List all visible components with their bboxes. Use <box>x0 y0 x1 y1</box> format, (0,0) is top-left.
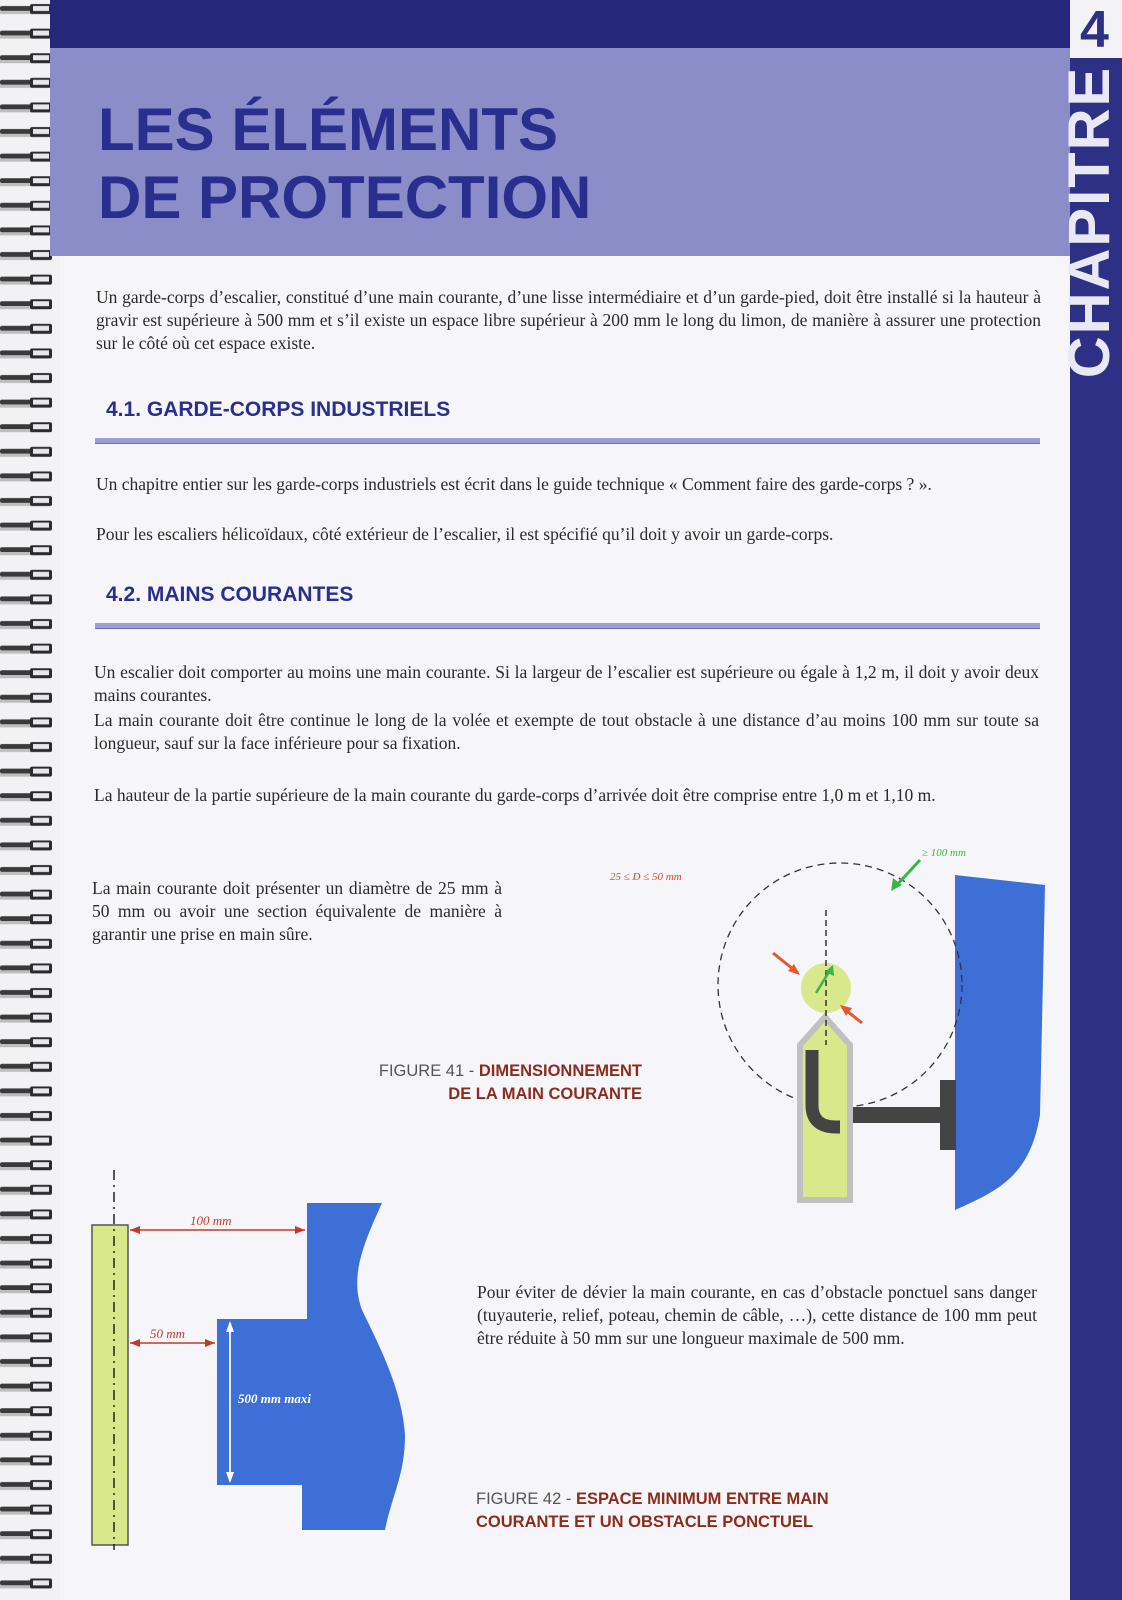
figure-42-label: FIGURE 42 - <box>476 1490 576 1508</box>
section-heading-4-1: 4.1. GARDE-CORPS INDUSTRIELS <box>106 398 451 421</box>
dim-50-arrowhead-left <box>130 1339 140 1347</box>
section-rule <box>95 438 1040 444</box>
figure-41-diagram <box>600 845 1060 1225</box>
dim-500-label: 500 mm maxi <box>238 1391 311 1406</box>
figure-42-title-1: ESPACE MINIMUM ENTRE MAIN <box>575 1490 829 1508</box>
section-heading-4-2: 4.2. MAINS COURANTES <box>106 583 354 606</box>
obstacle <box>217 1203 405 1530</box>
dim-50-label: 50 mm <box>150 1326 186 1341</box>
figure-41-caption <box>362 1060 642 1106</box>
chapter-number-box <box>1070 0 1122 58</box>
header-bar <box>50 0 1070 48</box>
dim-diameter-label: 25 ≤ D ≤ 50 mm <box>610 871 682 883</box>
wall <box>955 875 1045 1210</box>
dim-50-arrowhead-right <box>205 1339 215 1347</box>
section1-paragraph-2: Pour les escaliers hélicoïdaux, côté extérieur de l’escalier, il est spécifié qu’il doit y avoir un garde-corps. <box>96 524 834 544</box>
page-title <box>98 96 591 232</box>
handrail-bar <box>92 1225 128 1545</box>
section2-paragraph-4: La main courante doit présenter un diamètre de 25 mm à 50 mm ou avoir une section équivalente de manière à garantir une prise en main sûre. <box>92 878 502 944</box>
figure-42-diagram <box>80 1165 420 1555</box>
section2-paragraph-2: La main courante doit être continue le long de la volée et exempte de tout obstacle à une distance d’au moins 100 mm sur toute sa longueur, sauf sur la face inférieure pour sa fixation. <box>94 710 1039 753</box>
chapter-number: 4 <box>1080 1 1109 59</box>
dim-100-label: 100 mm <box>190 1213 232 1228</box>
dim-100-arrowhead-right <box>295 1226 305 1234</box>
section2-paragraph-1: Un escalier doit comporter au moins une main courante. Si la largeur de l’escalier est supérieure ou égale à 1,2 m, il doit y avoir deux mains courantes. <box>94 662 1039 705</box>
section1-paragraph-1: Un chapitre entier sur les garde-corps industriels est écrit dans le guide technique « Comment faire des garde-corps ? ». <box>96 474 932 494</box>
section-rule <box>95 623 1040 629</box>
section2-paragraph-3: La hauteur de la partie supérieure de la main courante du garde-corps d’arrivée doit être comprise entre 1,0 m et 1,10 m. <box>94 785 936 805</box>
figure-42-title-2: COURANTE ET UN OBSTACLE PONCTUEL <box>476 1513 814 1531</box>
intro-paragraph: Un garde-corps d’escalier, constitué d’une main courante, d’une lisse intermédiaire et d’un garde-pied, doit être installé si la hauteur à gravir est supérieure à 500 mm et s’il existe un espace libre supérieur à 200 mm le long du limon, de manière à assurer une protection sur le côté où cet espace existe. <box>96 287 1041 353</box>
title-line-1: LES ÉLÉMENTS <box>98 96 559 163</box>
chapter-label: CHAPITRE <box>1057 65 1122 379</box>
section2-paragraph-5: Pour éviter de dévier la main courante, en cas d’obstacle ponctuel sans danger (tuyauterie, relief, poteau, chemin de câble, …), cette distance de 100 mm peut être réduite à 50 mm sur une longueur maximale de 500 mm. <box>477 1282 1037 1348</box>
figure-41-title-2: DE LA MAIN COURANTE <box>448 1085 642 1103</box>
figure-41-label: FIGURE 41 - <box>378 1062 479 1080</box>
chapter-tab <box>1057 0 1122 1600</box>
dim-clearance-label: ≥ 100 mm <box>922 847 966 859</box>
title-line-2: DE PROTECTION <box>98 164 592 231</box>
figure-42-caption <box>476 1488 896 1534</box>
dim-100-arrowhead-left <box>130 1226 140 1234</box>
figure-41-title-1: DIMENSIONNEMENT <box>478 1062 642 1080</box>
